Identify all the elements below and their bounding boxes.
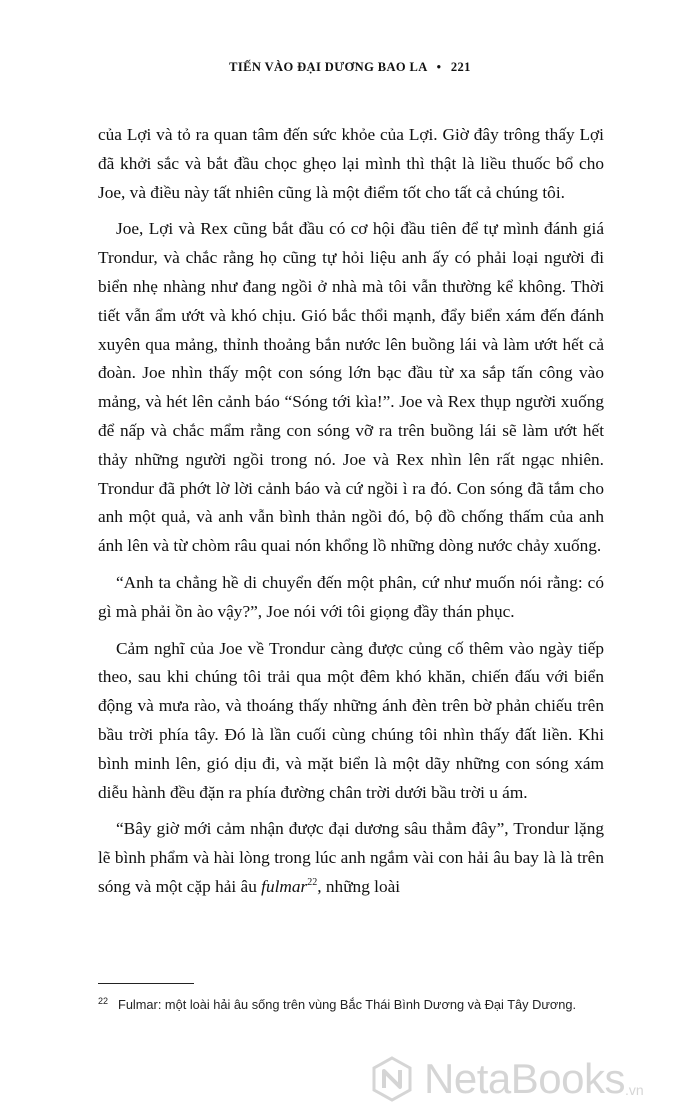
page-number: 221: [450, 60, 471, 74]
netabooks-watermark: [368, 1052, 688, 1106]
header-separator: •: [436, 60, 442, 74]
footnote-ref: 22: [307, 877, 318, 889]
body-text: [98, 121, 604, 910]
paragraph-5-tail: , những loài: [317, 876, 401, 896]
netabooks-n-logo-icon: [368, 1055, 416, 1103]
paragraph-5: [98, 815, 604, 901]
footnote-number: 22: [98, 996, 109, 1006]
footnote: [98, 994, 604, 1015]
paragraph-5-text: “Bây giờ mới cảm nhận được đại dương sâu thẳm đây”, Trondur lặng lẽ bình phẩm và hài lòng trong lúc anh ngắm vài con hải âu bay là là trên sóng và một cặp hải âu: [98, 819, 604, 896]
watermark-brand: NetaBooks: [424, 1055, 625, 1102]
footnote-divider: [98, 983, 194, 984]
paragraph-4: Cảm nghĩ của Joe về Trondur càng được củng cố thêm vào ngày tiếp theo, sau khi chúng tôi trải qua một đêm khó khăn, chiến đấu với biển động và mưa rào, và thoáng thấy những ánh đèn trên bờ phản chiếu trên bầu trời phía tây. Đó là lần cuối cùng chúng tôi nhìn thấy đất liền. Khi bình minh lên, gió dịu đi, và mặt biển là một dãy những con sóng xám diễu hành đều đặn ra phía đường chân trời dưới bầu trời u ám.: [98, 638, 604, 802]
chapter-title: TIẾN VÀO ĐẠI DƯƠNG BAO LA: [229, 60, 428, 74]
running-header: [0, 60, 700, 75]
paragraph-2: Joe, Lợi và Rex cũng bắt đầu có cơ hội đầu tiên để tự mình đánh giá Trondur, và chắc rằng họ cũng tự hỏi liệu anh ấy có phải loại người đi biển nhẹ nhàng như đang ngồi ở nhà mà tôi vẫn thường kể không. Thời tiết vẫn ẩm ướt và khó chịu. Gió bắc thổi mạnh, đẩy biển xám đến đánh xuyên qua mảng, thỉnh thoảng bắn nước lên buồng lái và làm ướt hết cả đoàn. Joe nhìn thấy một con sóng lớn bạc đầu từ xa sắp tấn công vào mảng, và hét lên cảnh báo “Sóng tới kìa!”. Joe và Rex thụp người xuống để nấp và chắc mẩm rằng con sóng vỡ ra trên buồng lái sẽ làm ướt hết thảy những người ngồi trong nó. Joe và Rex nhìn lên rất ngạc nhiên. Trondur đã phớt lờ lời cảnh báo và cứ ngồi ì ra đó. Con sóng đã tắm cho anh một quả, và anh vẫn bình thản ngồi đó, bộ đồ chống thấm của anh ánh lên và từ chòm râu quai nón khổng lồ những dòng nước chảy xuống.: [98, 219, 604, 556]
footnote-text: Fulmar: một loài hải âu sống trên vùng Bắc Thái Bình Dương và Đại Tây Dương.: [118, 997, 577, 1012]
fulmar-term: fulmar: [261, 876, 308, 896]
watermark-domain: .vn: [624, 1082, 644, 1098]
paragraph-3: “Anh ta chẳng hề di chuyển đến một phân, cứ như muốn nói rằng: có gì mà phải ồn ào vậy?”, Joe nói với tôi giọng đầy thán phục.: [98, 572, 604, 621]
paragraph-1: của Lợi và tỏ ra quan tâm đến sức khỏe của Lợi. Giờ đây trông thấy Lợi đã khởi sắc và bắt đầu chọc ghẹo lại mình thì thật là liều thuốc bổ cho Joe, và điều này tất nhiên cũng là một điểm tốt cho tất cả chúng tôi.: [98, 125, 604, 202]
